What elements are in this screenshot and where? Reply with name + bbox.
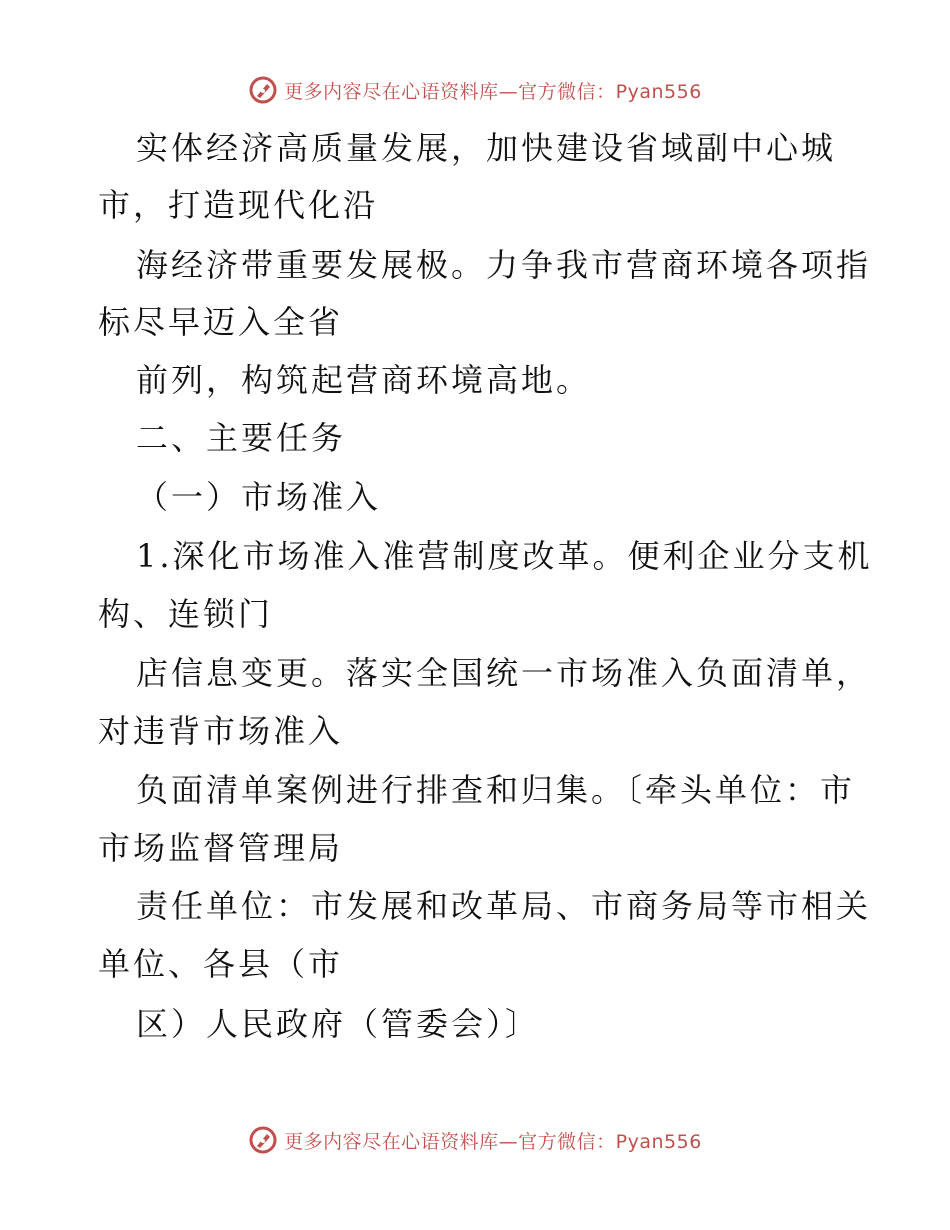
- paragraph-line: 市，打造现代化沿: [98, 186, 379, 224]
- paragraph-line: 标尽早迈入全省: [98, 303, 344, 341]
- paragraph-line: 责任单位：市发展和改革局、市商务局等市相关: [136, 887, 872, 925]
- paragraph-line: 构、连锁门: [98, 595, 274, 633]
- paragraph-line: 前列，构筑起营商环境高地。: [136, 361, 592, 399]
- header-watermark: [0, 70, 950, 110]
- paragraph-line: 单位、各县（市: [98, 945, 344, 983]
- watermark-text: 更多内容尽在心语资料库—官方微信：Pyan556: [284, 1130, 702, 1153]
- pen-nib-logo-icon: [248, 75, 278, 105]
- subsection-heading: （一）市场准入: [136, 478, 382, 516]
- paragraph-line: 区）人民政府（管委会）〕: [136, 1005, 541, 1043]
- paragraph-line: 店信息变更。落实全国统一市场准入负面清单，: [136, 654, 872, 692]
- paragraph-line: 海经济带重要发展极。力争我市营商环境各项指: [136, 246, 872, 284]
- paragraph-line: 对违背市场准入: [98, 712, 344, 750]
- paragraph-line: 1.深化市场准入准营制度改革。便利企业分支机: [136, 537, 873, 575]
- watermark-text: 更多内容尽在心语资料库—官方微信：Pyan556: [284, 80, 702, 103]
- section-heading: 二、主要任务: [136, 419, 347, 457]
- footer-watermark: [0, 1120, 950, 1160]
- paragraph-line: 实体经济高质量发展，加快建设省域副中心城: [136, 129, 837, 167]
- pen-nib-logo-icon: [248, 1125, 278, 1155]
- paragraph-line: 市场监督管理局: [98, 829, 344, 867]
- paragraph-line: 负面清单案例进行排查和归集。〔牵头单位：市: [136, 771, 856, 809]
